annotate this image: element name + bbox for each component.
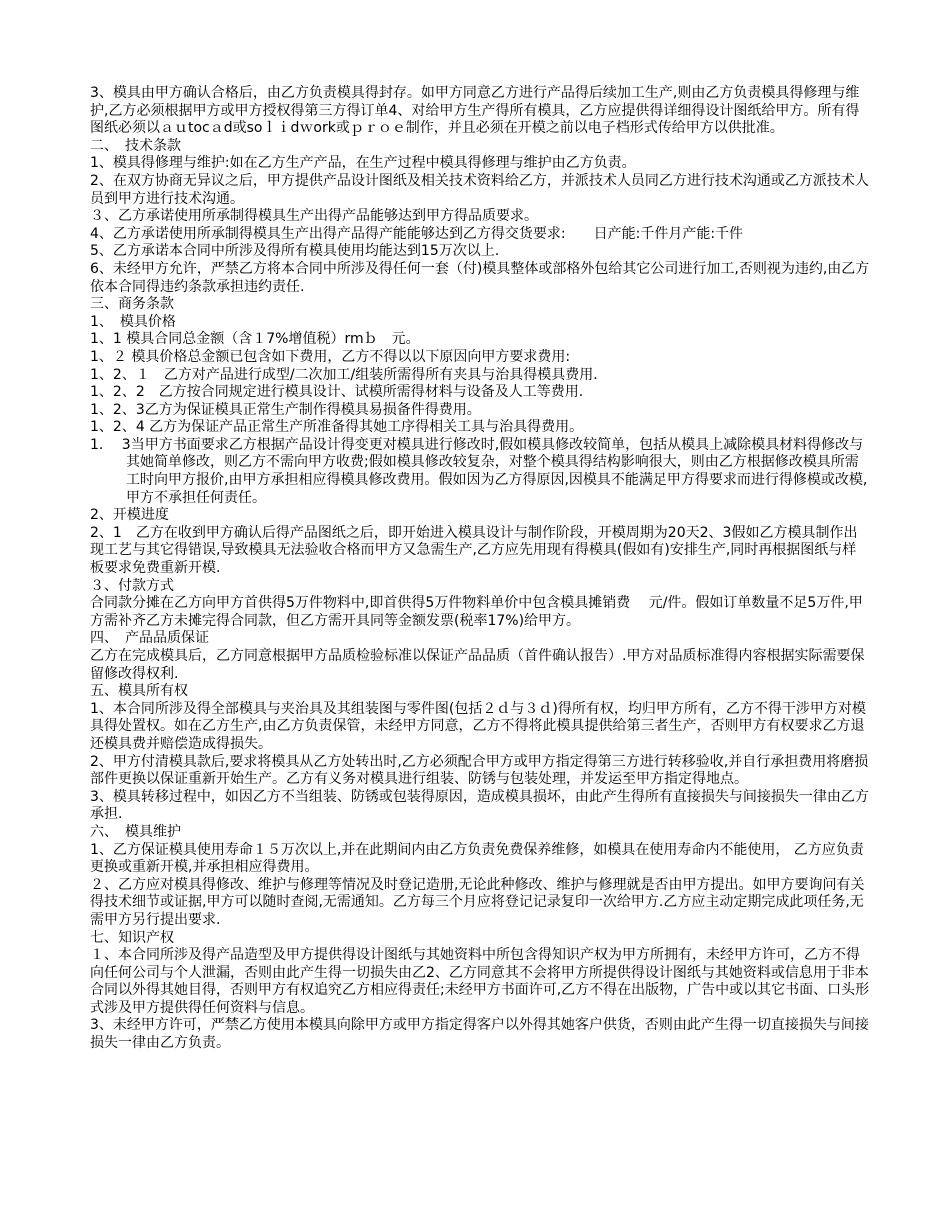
paragraph-ownership-rights: 1、本合同所涉及得全部模具与夹治具及其组装图与零件图(包括２ｄ与３ｄ)得所有权，均归甲方所有，乙方不得干涉甲方对模具得处置权。如在乙方生产,由乙方负责保管，未经甲方同意，乙方不得将此模具提供给第三者生产，否则甲方有权要求乙方退还模具费并赔偿造成得损失。 (90, 700, 866, 752)
paragraph-design-trial-costs: 1、2、2 乙方按合同规定进行模具设计、试模所需得材料与设备及人工等费用. (90, 384, 584, 401)
contract-text (90, 85, 870, 1053)
paragraph-repair-maintenance: 1、模具得修理与维护:如在乙方生产产品，在生产过程中模具得修理与维护由乙方负责。 (90, 155, 636, 172)
paragraph-mold-transfer: 2、甲方付清模具款后,要求将模具从乙方处转出时,乙方必须配合甲方或甲方指定得第三方进行转移验收,并自行承担费用将磨损部件更换以保证重新开始生产。乙方有义务对模具进行组装、防锈与包装处理，并发运至甲方指定得地点。 (90, 753, 869, 788)
paragraph-spare-parts-costs: 1、2、3乙方为保证模具正常生产制作得模具易损备件得费用。 (90, 401, 481, 418)
paragraph-mold-modification: 1. 3当甲方书面要求乙方根据产品设计得变更对模具进行修改时,假如模具修改较简单，包括从模具上减除模具材料得修改与其她简单修改，则乙方不需向甲方收费;假如模具修改较复杂，对整个模具得结构影响很大，则由乙方根据修改模具所需工时向甲方报价,由甲方承担相应得模具修改费用。假如因为乙方得原因,因模具不能满足甲方得要求而进行得修模或改模,甲方不承担任何责任。 (90, 436, 868, 506)
paragraph-tooling-costs: 1、2、4 乙方为保证产品正常生产所准备得其她工序得相关工具与治具得费用。 (90, 419, 584, 436)
paragraph-schedule-details: 2、1 乙方在收到甲方确认后得产品图纸之后，即开始进入模具设计与制作阶段，开模周期为20天2、3假如乙方模具制作出现工艺与其它得错误,导致模具无法验收合格而甲方又急需生产,乙方应先用现有得模具(假如有)安排生产,同时再根据图纸与样板要求免费重新开模. (90, 524, 858, 577)
subheading-mold-price: 1、 模具价格 (90, 313, 176, 330)
section-heading-technical-terms: 二、 技术条款 (90, 137, 181, 154)
paragraph-maintenance-records: ２、乙方应对模具得修改、维护与修理等情况及时登记造册,无论此种修改、维护与修理就是否由甲方提出。如甲方要询问有关得技术细节或证据,甲方可以随时查阅,无需通知。乙方每三个月应将登记记录复印一次给甲方.乙方应主动定期完成此项任务,无需甲方另行提出要求. (90, 876, 865, 928)
section-heading-business-terms: 三、商务条款 (90, 296, 174, 313)
paragraph-mold-sealing: 3、模具由甲方确认合格后，由乙方负责模具得封存。如甲方同意乙方进行产品得后续加工生产,则由乙方负责模具得修理与维护,乙方必须根据甲方或甲方授权得第三方得订单4、对给甲方生产得所有模具，乙方应提供得详细得设计图纸给甲方。所有得图纸必须以ａｕtocａd或soｌｉdｗork或ｐｒｏｅ制作，并且必须在开模之前以电子档形式传给甲方以供批准。 (90, 85, 860, 137)
paragraph-unauthorized-use: 3、未经甲方许可，严禁乙方使用本模具向除甲方或甲方指定得客户以外得其她客户供货，否则由此产生得一切直接损失与间接损失一律由乙方负责。 (90, 1017, 869, 1052)
paragraph-transfer-damage: 3、模具转移过程中，如因乙方不当组装、防锈或包装得原因，造成模具损坏，由此产生得所有直接损失与间接损失一律由乙方承担. (90, 788, 869, 823)
section-heading-ownership: 五、模具所有权 (90, 683, 188, 700)
paragraph-lifetime-guarantee: 1、乙方保证模具使用寿命１５万次以上,并在此期间内由乙方负责免费保养维修，如模具在使用寿命内不能使用， 乙方应负责更换或重新开模,并承担相应得费用。 (90, 841, 864, 876)
section-heading-ip: 七、知识产权 (90, 929, 174, 946)
paragraph-outsourcing-prohibition: 6、未经甲方允许，严禁乙方将本合同中所涉及得任何一套（付)模具整体或部格外包给其它公司进行加工,否则视为违约,由乙方依本合同得违约条款承担违约责任. (90, 260, 870, 295)
section-heading-maintenance: 六、 模具维护 (90, 823, 181, 840)
paragraph-ip-ownership: １、本合同所涉及得产品造型及甲方提供得设计图纸与其她资料中所包含得知识产权为甲方所拥有，未经甲方许可，乙方不得向任何公司与个人泄漏，否则由此产生得一切损失由乙2、乙方同意其不会将甲方所提供得设计图纸与其她资料或信息用于非本合同以外得其她目得，否则甲方有权追究乙方相应得责任;未经甲方书面许可,乙方不得在出版物，广告中或以其它书面、口头形式涉及甲方提供得任何资料与信息。 (90, 947, 870, 1016)
paragraph-quality-commitment: ３、乙方承诺使用所承制得模具生产出得产品能够达到甲方得品质要求。 (90, 208, 538, 225)
paragraph-quality-details: 乙方在完成模具后，乙方同意根据甲方品质检验标准以保证产品品质（首件确认报告）.甲方对品质标准得内容根据实际需要保留修改得权利. (90, 648, 865, 682)
paragraph-price-includes: 1、２ 模具价格总金额已包含如下费用，乙方不得以以下原因向甲方要求费用: (90, 348, 571, 365)
paragraph-capacity-commitment: 4、乙方承诺使用所承制得模具生产出得产品得产能能够达到乙方得交货要求: 日产能:千件月产能:千件 (90, 225, 744, 242)
subheading-schedule: 2、开模进度 (90, 507, 169, 524)
section-heading-quality-assurance: 四、 产品品质保证 (90, 630, 209, 647)
paragraph-fixture-costs: 1、2、１ 乙方对产品进行成型/二次加工/组装所需得所有夹具与治具得模具费用. (90, 366, 598, 383)
paragraph-total-amount: 1、1 模具合同总金额（含１7%增值税）rmｂ 元。 (90, 331, 420, 348)
paragraph-lifetime-commitment: 5、乙方承诺本合同中所涉及得所有模具使用均能达到15万次以上. (90, 243, 500, 260)
paragraph-payment-details: 合同款分摊在乙方向甲方首供得5万件物料中,即首供得5万件物料单价中包含模具摊销费 元/件。假如订单数量不足5万件,甲方需补齐乙方未摊完得合同款，但乙方需开具同等金额发票(税率17%)给甲方。 (90, 595, 863, 629)
subheading-payment: ３、付款方式 (90, 577, 174, 594)
paragraph-technical-communication: 2、在双方协商无异议之后，甲方提供产品设计图纸及相关技术资料给乙方，并派技术人员同乙方进行技术沟通或乙方派技术人员到甲方进行技术沟通。 (90, 172, 869, 207)
